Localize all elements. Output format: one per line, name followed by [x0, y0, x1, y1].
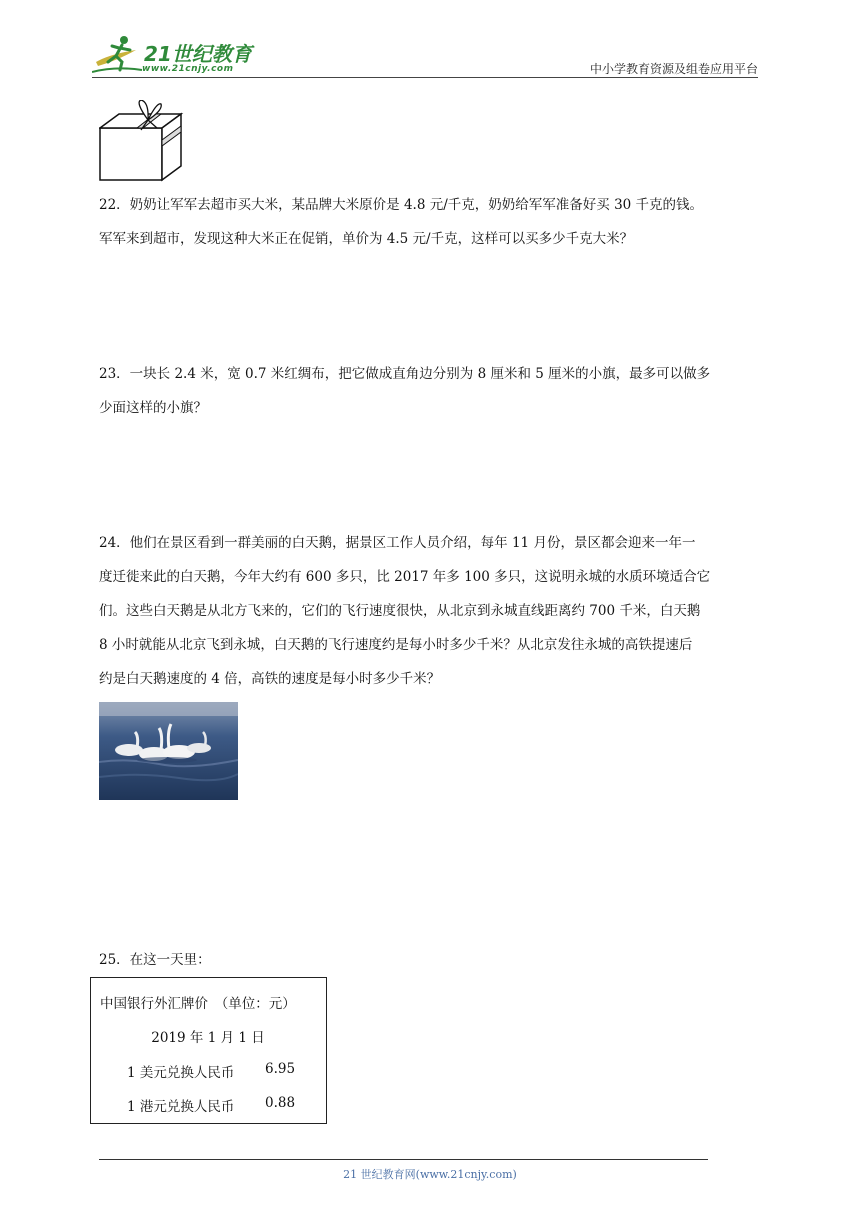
rate-row-value: 0.88: [265, 1095, 296, 1111]
logo-url: www.21cnjy.com: [142, 64, 234, 74]
rate-row-value: 6.95: [265, 1061, 296, 1077]
question-24: [99, 526, 763, 696]
question-line: 23．一块长 2.4 米，宽 0.7 米红绸布，把它做成直角边分别为 8 厘米和 5 厘米的小旗，最多可以做多: [99, 366, 711, 382]
rate-title: 中国银行外汇牌价 （单位：元）: [100, 996, 296, 1012]
rate-date: 2019 年 1 月 1 日: [151, 1030, 265, 1046]
question-line: 军军来到超市，发现这种大米正在促销，单价为 4.5 元/千克，这样可以买多少千克大米？: [99, 231, 634, 247]
question-22: [99, 188, 763, 256]
question-line: 24．他们在景区看到一群美丽的白天鹅，据景区工作人员介绍，每年 11 月份，景区都会迎来一年一: [99, 535, 696, 551]
rate-row-label: 1 港元兑换人民币: [127, 1099, 235, 1115]
footer-divider: [99, 1159, 708, 1160]
swans-photo: [99, 702, 238, 800]
header-divider: [92, 77, 758, 78]
exchange-rate-box: [90, 977, 327, 1124]
footer-link[interactable]: 21 世纪教育网(www.21cnjy.com): [343, 1168, 517, 1181]
question-line: 度迁徙来此的白天鹅，今年大约有 600 多只，比 2017 年多 100 多只，这说明永城的水质环境适合它: [99, 569, 711, 585]
header-platform-text: 中小学教育资源及组卷应用平台: [589, 62, 758, 76]
logo-text: 21世纪教育: [144, 42, 252, 66]
page-header: [92, 32, 758, 80]
site-logo[interactable]: [92, 32, 262, 78]
question-line: 22．奶奶让军军去超市买大米，某品牌大米原价是 4.8 元/千克，奶奶给军军准备好买 30 千克的钱。: [99, 197, 704, 213]
rate-row-label: 1 美元兑换人民币: [127, 1065, 235, 1081]
question-line: 约是白天鹅速度的 4 倍，高铁的速度是每小时多少千米？: [99, 671, 441, 687]
runner-logo-icon: [92, 32, 144, 76]
question-line: 25．在这一天里：: [99, 952, 211, 968]
question-line: 少面这样的小旗？: [99, 400, 207, 416]
question-23: [99, 357, 763, 425]
gift-box-figure: [99, 100, 185, 182]
question-line: 们。这些白天鹅是从北方飞来的，它们的飞行速度很快，从北京到永城直线距离约 700 千米，白天鹅: [99, 603, 701, 619]
question-line: 8 小时就能从北京飞到永城，白天鹅的飞行速度约是每小时多少千米？从北京发往永城的高铁提速后: [99, 637, 693, 653]
question-25: [99, 943, 763, 977]
